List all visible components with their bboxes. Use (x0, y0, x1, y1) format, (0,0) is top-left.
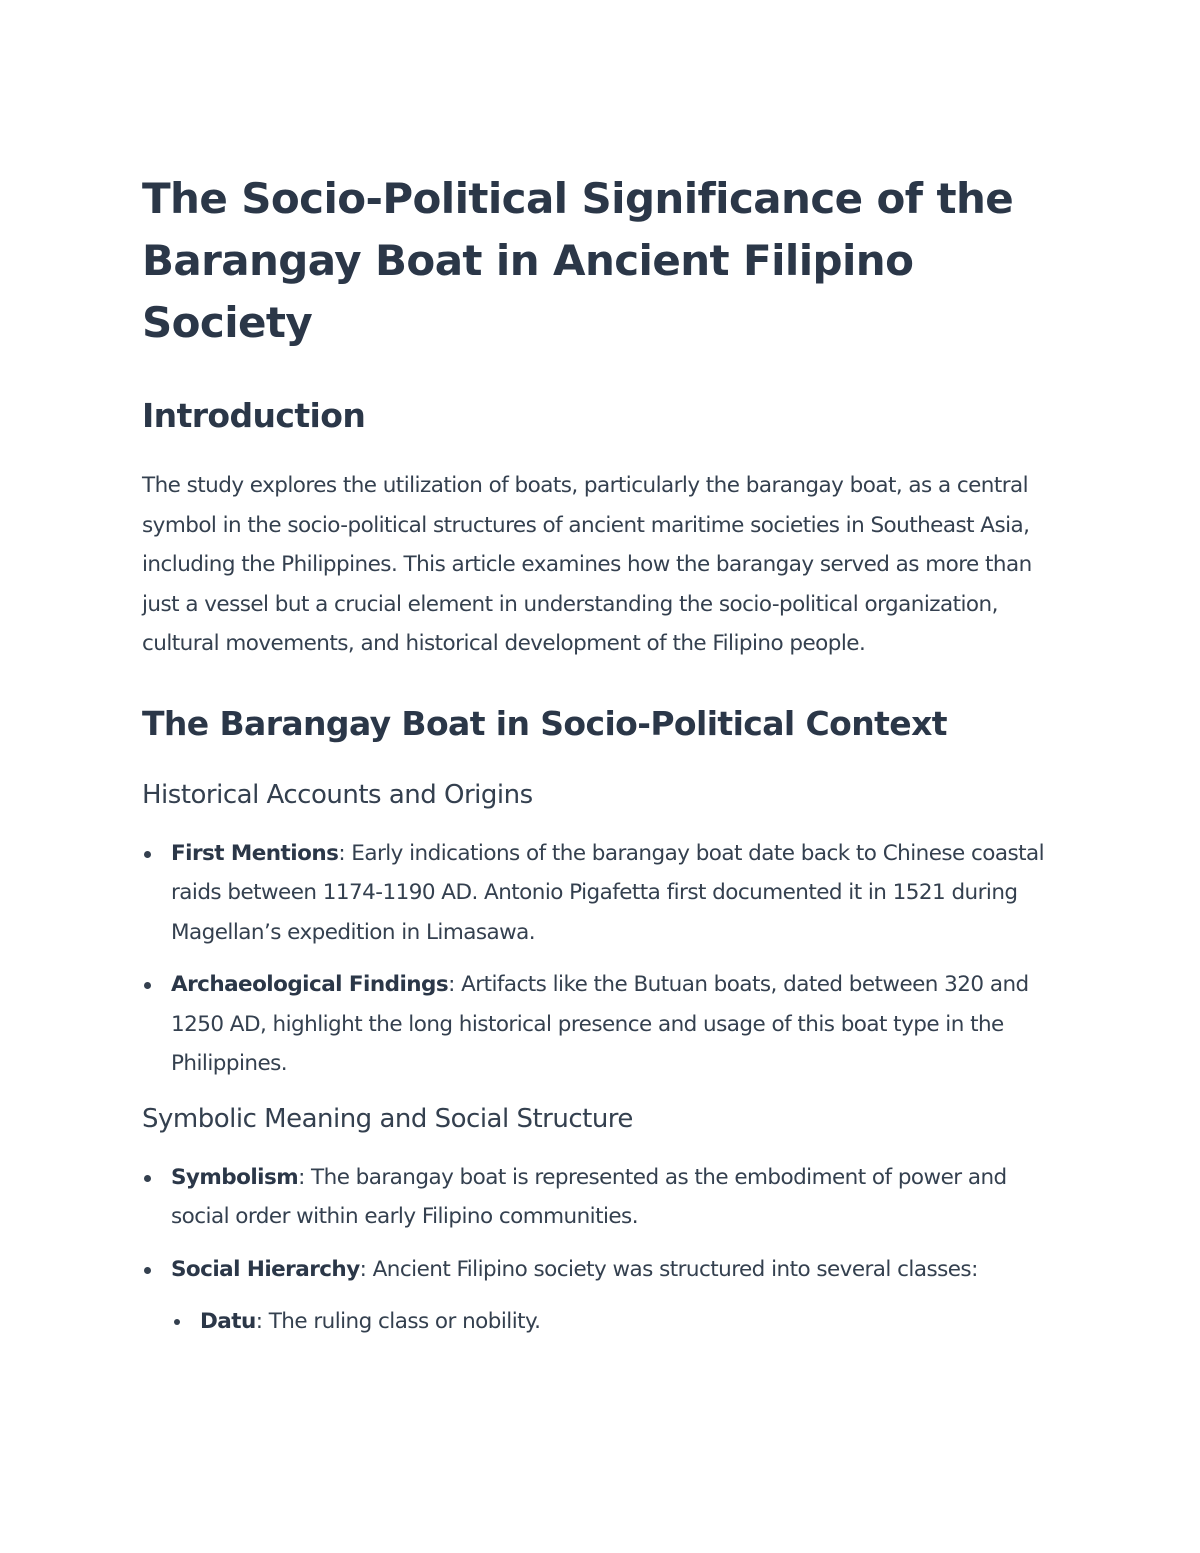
introduction-paragraph: The study explores the utilization of boats, particularly the barangay boat, as a central symbol in the socio-political structures of ancient maritime societies in Southeast Asia, including the Philippines. This article examines how the barangay served as more than just a vessel but a crucial element in understanding the socio-political organization, cultural movements, and historical development of the Filipino people. (142, 473, 1032, 656)
list-item-term: Social Hierarchy (171, 1256, 360, 1282)
list-item (142, 965, 1062, 1084)
list-item-text: : Ancient Filipino society was structured into several classes: (359, 1256, 978, 1282)
list-item-text: : Artifacts like the Butuan boats, dated between 320 and 1250 AD, highlight the long historical presence and usage of this boat type in the Philippines. (171, 972, 1029, 1076)
list-item (142, 1250, 1062, 1342)
sub-list-item-text: : The ruling class or nobility. (255, 1309, 541, 1334)
list-item-term: Symbolism (171, 1164, 299, 1190)
list-item (142, 1158, 1062, 1237)
sub-list-item (171, 1302, 1062, 1342)
list-item-term: First Mentions (171, 840, 339, 866)
list-item (142, 834, 1062, 953)
list-item-term: Archaeological Findings (171, 972, 449, 997)
historical-list (142, 834, 1062, 1084)
document-title: The Socio-Political Significance of the Barangay Boat in Ancient Filipino Society (142, 174, 1014, 347)
introduction-heading: Introduction (142, 396, 366, 435)
context-section-heading: The Barangay Boat in Socio-Political Context (142, 703, 947, 743)
symbolic-subheading: Symbolic Meaning and Social Structure (142, 1103, 633, 1134)
symbolic-list (142, 1158, 1062, 1342)
historical-subheading: Historical Accounts and Origins (142, 779, 533, 810)
sub-list-item-term: Datu (200, 1309, 256, 1334)
document-page (142, 168, 1062, 1355)
social-class-list (171, 1302, 1062, 1342)
list-item-text: : Early indications of the barangay boat date back to Chinese coastal raids between 1174-1190 AD. Antonio Pigafetta first documented it in 1521 during Magellan’s expedition in Limasawa. (171, 840, 1045, 945)
list-item-text: : The barangay boat is represented as the embodiment of power and social order within early Filipino communities. (171, 1164, 1007, 1229)
